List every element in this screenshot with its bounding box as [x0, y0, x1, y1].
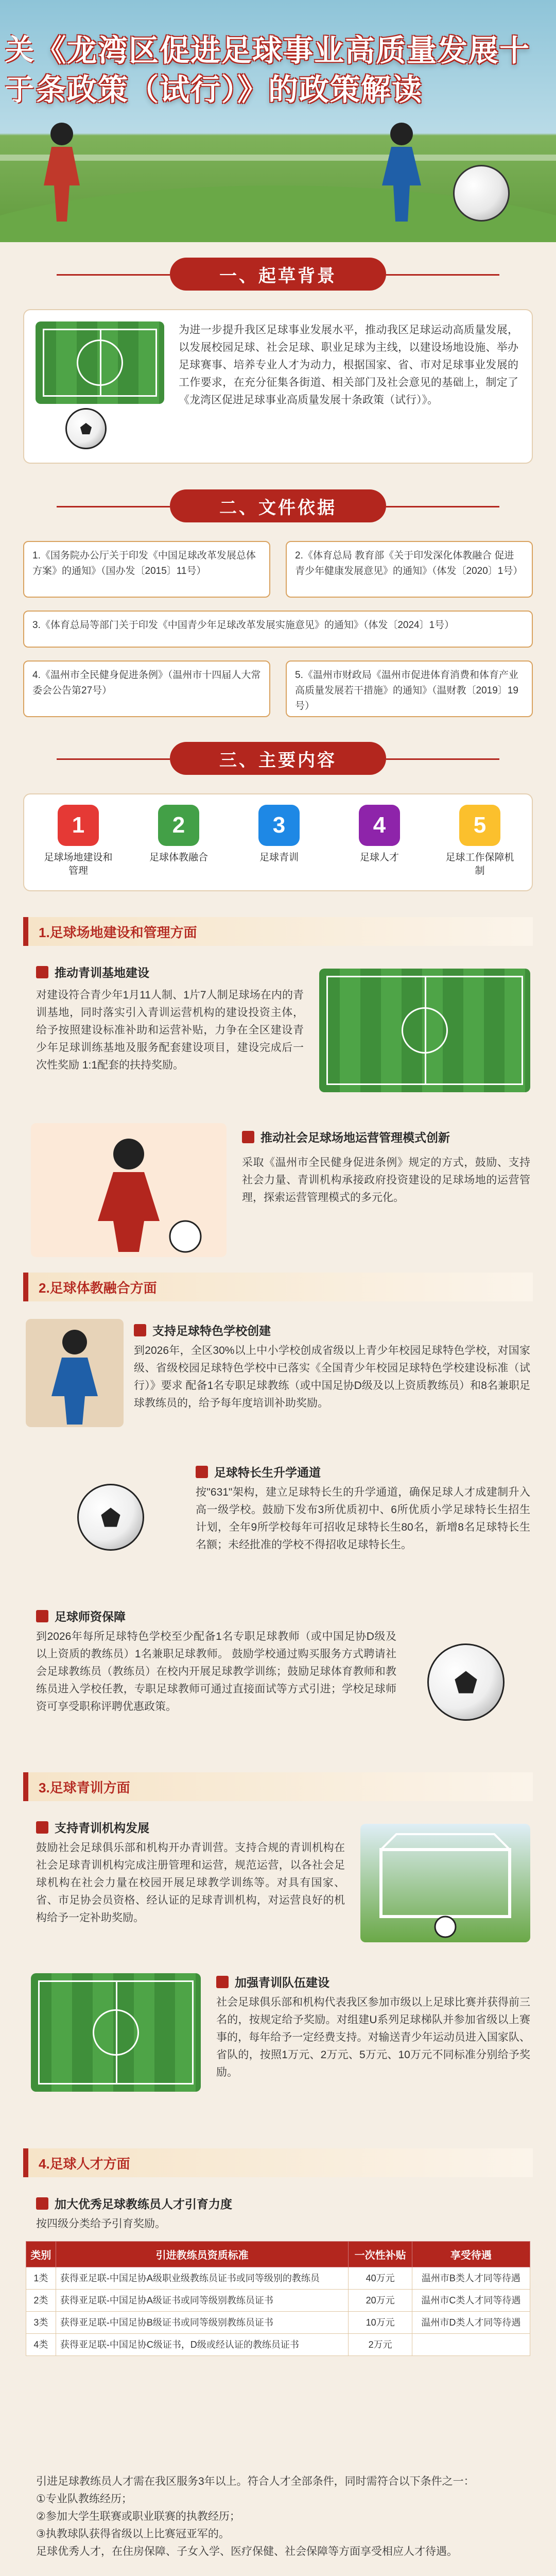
player-silhouette-icon [360, 118, 443, 232]
table-cell: 20万元 [349, 2290, 412, 2312]
doc-item: 1.《国务院办公厅关于印发《中国足球改革发展总体方案》的通知》（国办发〔2015〕11号） [23, 541, 270, 598]
category-item: 2 足球体教融合 [140, 805, 217, 865]
table-row [26, 2290, 530, 2312]
part4-item1-text: 按四级分类给予引育奖励。 [36, 2218, 166, 2230]
table-cell: 10万元 [349, 2312, 412, 2334]
table-cell: 40万元 [349, 2267, 412, 2290]
table-cell: 温州市C类人才同等待遇 [412, 2290, 530, 2312]
table-cell: 获得亚足联-中国足协C级证书，D级或经认证的教练员证书 [56, 2334, 349, 2356]
section-heading-content: 三、主要内容 [170, 742, 386, 775]
goal-image [360, 1824, 530, 1942]
part3-item2-head: 加强青训队伍建设 [216, 1973, 329, 1990]
part1-item2-text: 采取《温州市全民健身促进条例》规定的方式，鼓励、支持社会力量、青训机构承接政府投资建设的足球场地的运营管理，探索运营管理模式的多元化。 [242, 1157, 530, 1204]
table-cell: 2类 [26, 2290, 56, 2312]
part2-title: 2.足球体教融合方面 [23, 1273, 533, 1301]
football-icon [453, 165, 510, 222]
part2-item1-head: 支持足球特色学校创建 [134, 1321, 271, 1338]
table-cell: 温州市D类人才同等待遇 [412, 2312, 530, 2334]
table-cell: 获得亚足联-中国足协A级职业级教练员证书或同等级别的教练员 [56, 2267, 349, 2290]
part2-item2-head: 足球特长生升学通道 [196, 1463, 321, 1480]
background-card [23, 309, 533, 464]
categories-card [23, 793, 533, 891]
hero-banner [0, 0, 556, 242]
category-item: 1 足球场地建设和管理 [40, 805, 117, 878]
football-field-image [31, 1973, 201, 2092]
doc-item: 4.《温州市全民健身促进条例》（温州市十四届人大常委会公告第27号） [23, 660, 270, 717]
category-item: 5 足球工作保障机制 [441, 805, 518, 878]
table-cell: 温州市B类人才同等待遇 [412, 2267, 530, 2290]
table-row [26, 2312, 530, 2334]
table-cell [412, 2334, 530, 2356]
table-header-cell: 享受待遇 [412, 2242, 530, 2267]
hero-guan: 关于 [5, 33, 34, 107]
football-icon [77, 1484, 144, 1551]
section-heading-background: 一、起草背景 [170, 258, 386, 291]
doc-item: 5.《温州市财政局《温州市促进体育消费和体育产业高质量发展若干措施》的通知》（温财教〔2019〕19号） [286, 660, 533, 717]
table-cell: 3类 [26, 2312, 56, 2334]
part4-item1-head: 加大优秀足球教练员人才引育力度 [36, 2195, 232, 2212]
player-silhouette-icon [21, 118, 103, 232]
part4-title: 4.足球人才方面 [23, 2148, 533, 2177]
part1-title: 1.足球场地建设和管理方面 [23, 917, 533, 946]
category-item: 3 足球青训 [240, 805, 318, 865]
part2-item1-text: 到2026年，全区30%以上中小学校创成省级以上青少年校园足球特色学校，对国家级、省级校园足球特色学校中已落实《全国青少年校园足球特色学校建设标准（试行）》要求 配备1名专职足球教练（或中国足协D级及以上资质教练员）和8名兼职足球教练员的，给予每年度培训补助奖励。 [134, 1345, 530, 1409]
table-row [26, 2267, 530, 2290]
section-heading-basis: 二、文件依据 [170, 489, 386, 522]
table-cell: 获得亚足联-中国足协B级证书或同等级别教练员证书 [56, 2312, 349, 2334]
player-image [26, 1319, 124, 1427]
part3-item1-head: 支持青训机构发展 [36, 1819, 149, 1836]
part2-item3-text: 到2026年每所足球特色学校至少配备1名专职足球教师（或中国足协D级及以上资质的教练员）1名兼职足球教师。 鼓励学校通过购买服务方式聘请社会足球教练员（教练员）在校内开展足球教学训练；鼓励足球体育教师和教练员进入学校任教，专职足球教师可通过直接面试等方式引进；学校足球师资可享受职称评聘优惠政策。 [36, 1631, 396, 1713]
table-cell: 4类 [26, 2334, 56, 2356]
part4-item1-after: 引进足球教练员人才需在我区服务3年以上。符合人才全部条件，同时需符合以下条件之一： ①专业队教练经历； ②参加大学生联赛或职业联赛的执教经历； ③执教球队获得省级以上比赛冠亚军的。 足球优秀人才，在住房保障、子女入学、医疗保健、社会保障等方面享受相应人才待遇。 [36, 2476, 475, 2557]
football-icon [427, 1643, 505, 1721]
part1-item1-head: 推动青训基地建设 [36, 963, 149, 980]
table-header-cell: 引进教练员资质标准 [56, 2242, 349, 2267]
table-header-cell: 类别 [26, 2242, 56, 2267]
part2-item3-head: 足球师资保障 [36, 1607, 126, 1624]
background-text: 为进一步提升我区足球事业发展水平，推动我区足球运动高质量发展，以发展校园足球、社会足球、职业足球为主线，以建设场地设施、举办足球赛事、培养专业人才为动力，根据国家、省、市对足球事业发展的工作要求，在充分征集各街道、相关部门及社会意见的基础上，制定了《龙湾区促进足球事业高质量发展十条政策（试行）》。 [179, 324, 518, 406]
part1-item2-head: 推动社会足球场地运营管理模式创新 [242, 1128, 450, 1145]
table-cell: 1类 [26, 2267, 56, 2290]
coach-talent-table [26, 2241, 530, 2356]
part2-item2-text: 按"631"架构，建立足球特长生的升学通道，确保足球人才成建制升入高一级学校。鼓励下发布3所优质初中、6所优质小学足球特长生招生计划，全年9所学校每年可招收足球特长生80名，新增8名足球特长生名额；未经批准的学校不得招收足球特长生。 [196, 1486, 530, 1551]
part3-item1-text: 鼓励社会足球俱乐部和机构开办青训营。支持合规的青训机构在社会足球青训机构完成注册管理和运营，规范运营，以各社会足球机构在社会力量在校园开展足球教学训练等。对具有国家、省、市足协会员资格、经认证的足球青训机构，对运营良好的机构给予一定补助奖励。 [36, 1842, 345, 1924]
part3-title: 3.足球青训方面 [23, 1772, 533, 1801]
part3-item2-text: 社会足球俱乐部和机构代表我区参加市级以上足球比赛并获得前三名的，按规定给予奖励。对组建U系列足球梯队并参加省级以上赛事的，每年给予一定经费支持。对输送青少年运动员进入国家队、省队的，按照1万元、2万元、5万元、10万元不同标准分别给予奖励。 [216, 1996, 530, 2078]
table-row [26, 2334, 530, 2356]
doc-item: 2.《体育总局 教育部《关于印发深化体教融合 促进青少年健康发展意见》的通知》（体发〔2020〕1号） [286, 541, 533, 598]
part1-item1-text: 对建设符合青少年1月11人制、1片7人制足球场在内的青训基地，同时落实引入青训运营机构的建设投资主体，给予按照建设标准补助和运营补贴，力争在全区建设青少年足球训练基地及服务配套建设项目，建设完成后一次性奖励 1:1配套的扶持奖励。 [36, 989, 304, 1071]
football-field-image [319, 969, 530, 1092]
football-field-image [36, 321, 164, 404]
table-header-cell: 一次性补贴 [349, 2242, 412, 2267]
category-item: 4 足球人才 [341, 805, 418, 865]
page-title: 《龙湾区促进足球事业高质量发展十条政策（试行）》的政策解读 [36, 33, 531, 107]
table-cell: 2万元 [349, 2334, 412, 2356]
football-icon [65, 408, 107, 449]
player-illustration-icon [31, 1123, 227, 1257]
doc-item: 3.《体育总局等部门关于印发《中国青少年足球改革发展实施意见》的通知》（体发〔2024〕1号） [23, 611, 533, 648]
table-cell: 获得亚足联-中国足协A级证书或同等级别教练员证书 [56, 2290, 349, 2312]
